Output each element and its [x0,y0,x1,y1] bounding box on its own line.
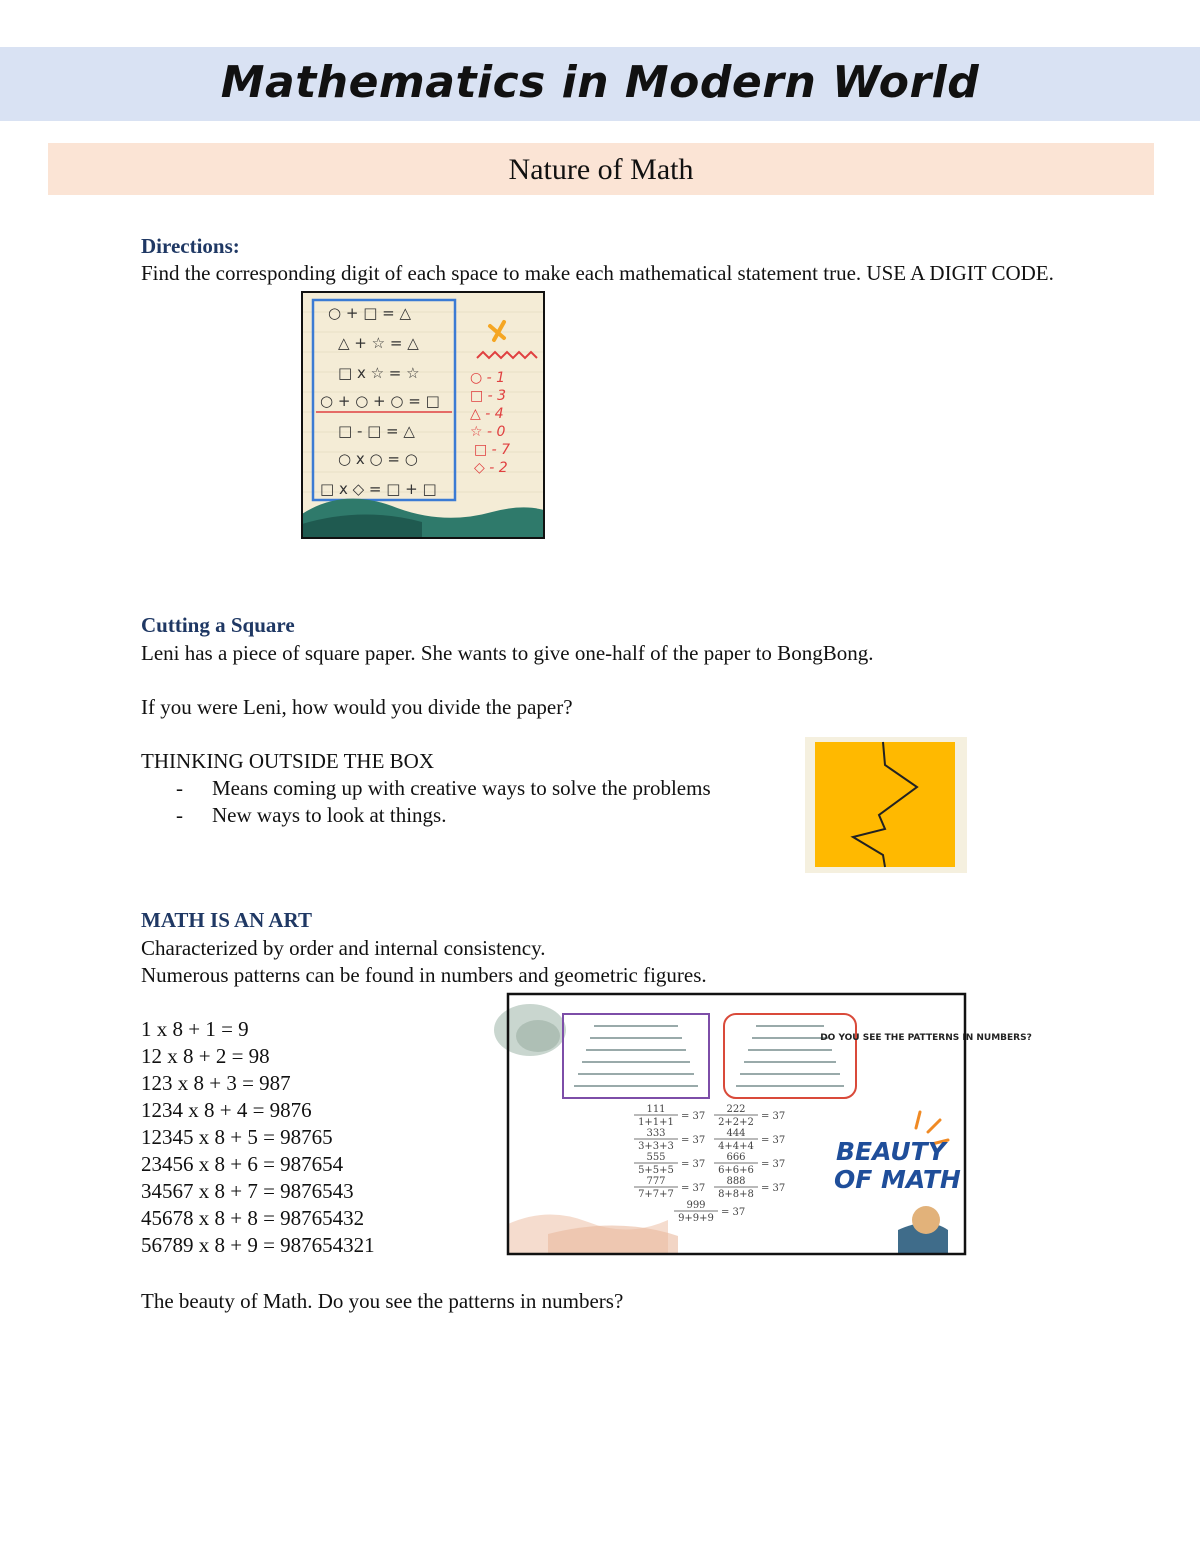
puzzle-key: ◇ - 2 [474,460,508,476]
fraction-numerator: 999 [686,1200,706,1211]
puzzle-key: □ - 3 [470,388,507,404]
fraction-denominator: 3+3+3 [638,1141,674,1152]
pattern-equation: 56789 x 8 + 9 = 987654321 [141,1233,375,1257]
fraction-result: = 37 [761,1183,786,1194]
beauty-of-math-image [508,994,1032,1254]
pattern-equation: 123 x 8 + 3 = 987 [141,1071,291,1095]
fraction-numerator: 888 [726,1176,746,1187]
bullet-item: New ways to look at things. [212,803,447,827]
pattern-equation: 1 x 8 + 1 = 9 [141,1017,249,1041]
fraction-denominator: 6+6+6 [718,1165,754,1176]
beauty-title-line-1: BEAUTY [836,1137,946,1166]
fraction-result: = 37 [681,1159,706,1170]
zigzag-square-image [805,737,967,873]
pattern-equation: 1234 x 8 + 4 = 9876 [141,1098,312,1122]
fraction-result: = 37 [761,1111,786,1122]
pattern-equation: 45678 x 8 + 8 = 98765432 [141,1206,365,1230]
cutting-square-line-1: Leni has a piece of square paper. She wants to give one-half of the paper to BongBong. [141,641,874,665]
puzzle-key: ☆ - 0 [470,424,506,440]
fraction-numerator: 222 [726,1104,746,1115]
puzzle-equation: ○ + ○ + ○ = □ [320,392,440,410]
pattern-equation: 12345 x 8 + 5 = 98765 [141,1125,333,1149]
beauty-question: DO YOU SEE THE PATTERNS IN NUMBERS? [820,1033,1032,1043]
section-title: Nature of Math [508,153,694,186]
math-art-heading: MATH IS AN ART [141,908,312,932]
fraction-result: = 37 [761,1135,786,1146]
puzzle-equation: □ - □ = △ [338,422,415,440]
puzzle-equation: ○ + □ = △ [328,304,412,322]
math-art-line-2: Numerous patterns can be found in numbers and geometric figures. [141,963,707,987]
directions-heading: Directions: [141,234,240,258]
pattern-equation: 12 x 8 + 2 = 98 [141,1044,270,1068]
thinking-outside-box-heading: THINKING OUTSIDE THE BOX [141,749,434,773]
fraction-denominator: 5+5+5 [638,1165,674,1176]
fraction-denominator: 1+1+1 [638,1117,674,1128]
fraction-numerator: 444 [726,1128,746,1139]
fraction-denominator: 4+4+4 [718,1141,754,1152]
puzzle-equation: □ x ◇ = □ + □ [320,480,437,498]
fraction-denominator: 7+7+7 [638,1189,674,1200]
bullet-item: Means coming up with creative ways to solve the problems [212,776,711,800]
fraction-numerator: 333 [646,1128,666,1139]
fraction-denominator: 2+2+2 [718,1117,754,1128]
puzzle-key: ○ - 1 [470,370,506,386]
fraction-numerator: 666 [726,1152,746,1163]
math-art-line-1: Characterized by order and internal consistency. [141,936,546,960]
fraction-numerator: 111 [646,1104,666,1115]
shape-puzzle-image [302,292,544,538]
fraction-result: = 37 [681,1135,706,1146]
pattern-equation: 34567 x 8 + 7 = 9876543 [141,1179,354,1203]
puzzle-equation: ○ x ○ = ○ [338,450,418,468]
math-art-closing: The beauty of Math. Do you see the patterns in numbers? [141,1289,624,1313]
fraction-result: = 37 [681,1183,706,1194]
beauty-title-line-2: OF MATH [834,1165,961,1194]
directions-body: Find the corresponding digit of each space to make each mathematical statement true. USE A DIGIT CODE. [141,261,1054,285]
pattern-equation: 23456 x 8 + 6 = 987654 [141,1152,344,1176]
puzzle-key: □ - 7 [474,442,511,458]
fraction-numerator: 555 [646,1152,666,1163]
fraction-numerator: 777 [646,1176,666,1187]
bullet-dash: - [176,803,183,827]
cutting-square-heading: Cutting a Square [141,613,295,637]
fraction-result: = 37 [721,1207,746,1218]
puzzle-equation: □ x ☆ = ☆ [338,364,420,382]
fraction-result: = 37 [761,1159,786,1170]
fraction-result: = 37 [681,1111,706,1122]
puzzle-key: △ - 4 [470,406,504,422]
fraction-denominator: 8+8+8 [718,1189,754,1200]
cutting-square-line-2: If you were Leni, how would you divide the paper? [141,695,573,719]
bullet-dash: - [176,776,183,800]
puzzle-equation: △ + ☆ = △ [338,334,419,352]
fraction-denominator: 9+9+9 [678,1213,714,1224]
document-title: Mathematics in Modern World [220,57,980,108]
